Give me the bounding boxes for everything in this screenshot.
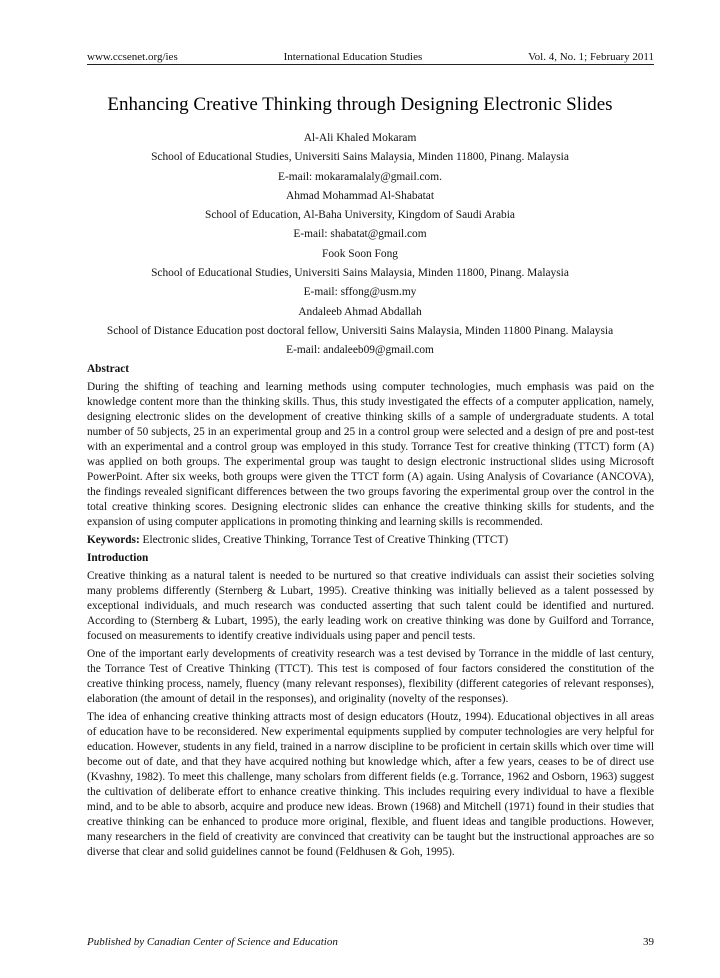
- author-email: E-mail: mokaramalaly@gmail.com.: [278, 170, 442, 183]
- author-email: E-mail: shabatat@gmail.com: [293, 228, 427, 241]
- abstract-text: During the shifting of teaching and learning methods using computer technologies, much emphasis was paid on the knowledge content more than the thinking skills. Thus, this study investigated the effects of a computer application, namely, designing electronic slides on the development of creative thinking skills of a sample of undergraduate students. A total number of 50 subjects, 25 in an experimental group and 25 in a control group were selected and a design of pre and post-test with an experimental and a control group was employed in this study. Torrance Test for creative thinking (TTCT) form (A) was applied on both groups. The experimental group was taught to design electronic instructional slides using Microsoft PowerPoint. After six weeks, both groups were given the TTCT form (A) again. Using Analysis of Covariance (ANCOVA), the findings revealed significant differences between the two groups favoring the experimental group over the control in the total creative thinking scores. Designing electronic slides can enhance the creative thinking skills for students, and the expansion of using computer applications in promoting thinking and learning skills is recommended.: [87, 381, 654, 528]
- author-name: Ahmad Mohammad Al-Shabatat: [285, 189, 435, 202]
- footer-publisher: Published by Canadian Center of Science and Education: [87, 936, 338, 948]
- paper-body: [87, 362, 654, 863]
- author-email: E-mail: andaleeb09@gmail.com: [286, 344, 434, 357]
- journal-name: International Education Studies: [283, 51, 423, 63]
- author-affiliation: School of Educational Studies, Universiti Sains Malaysia, Minden 11800, Pinang. Malaysia: [151, 267, 569, 280]
- keywords-line: [87, 533, 654, 548]
- keywords-text: Electronic slides, Creative Thinking, Torrance Test of Creative Thinking (TTCT): [142, 534, 509, 546]
- introduction-paragraph: One of the important early developments of creativity research was a test devised by Torrance in the middle of last century, the Torrance Test of Creative Thinking (TTCT). This test is composed of four factors considered the constitution of the creative thinking process, namely, fluency (many relevant responses), flexibility (different categories of relevant responses), elaboration (the amount of detail in the responses), and originality (novelty of the responses).: [87, 648, 654, 705]
- journal-website: www.ccsenet.org/ies: [87, 51, 178, 63]
- introduction-paragraph: Creative thinking as a natural talent is needed to be nurtured so that creative individuals can assist their societies solving many problems differently (Sternberg & Lubart, 1995). Creative thinking was initially believed as a talent possessed by exceptional individuals, and much research was conducted asserting that such talent could be identified and nurtured. According to (Sternberg & Lubart, 1995), the early leading work on creative thinking was done by Guilford and Torrance, focused on measurements to identify creative individuals using paper and pencil tests.: [87, 570, 654, 642]
- introduction-paragraph: The idea of enhancing creative thinking attracts most of design educators (Houtz, 1994). Educational objectives in all areas of education have to be reconsidered. New experimental equipments supplied by computer technologies are very helpful for education. However, students in any field, trained in a narrow discipline to be proficient in certain skills which over time will become out of date, and that they have acquired nothing but knowledge which, after a few years, ceases to be of direct use (Kvashny, 1982). To meet this challenge, many scholars from different fields (e.g. Torrance, 1962 and Osborn, 1963) suggest the cultivation of deliberate effort to enhance creative thinking. This includes requiring every individual to have a flexible mind, and to be able to absorb, acquire and produce new ideas. Brown (1968) and Mitchell (1971) found in their studies that creative thinking can be enhanced to produce more original, flexible, and fluent ideas and tangible productions. However, many researchers in the field of creativity are convinced that creativity can be taught but the instructional approaches are so diverse that clear and solid guidelines cannot be found (Feldhusen & Goh, 1995).: [87, 711, 654, 858]
- page-footer: [87, 936, 654, 952]
- author-name: Andaleeb Ahmad Abdallah: [298, 305, 422, 318]
- author-name: Fook Soon Fong: [322, 247, 398, 260]
- abstract-heading: Abstract: [87, 363, 130, 375]
- running-header: [87, 47, 654, 63]
- author-affiliation: School of Educational Studies, Universiti Sains Malaysia, Minden 11800, Pinang. Malaysia: [151, 151, 569, 164]
- page-number: 39: [643, 936, 654, 948]
- author-affiliation: School of Distance Education post doctoral fellow, Universiti Sains Malaysia, Minden 11800 Pinang. Malaysia: [106, 324, 614, 337]
- author-name: Al-Ali Khaled Mokaram: [303, 132, 417, 144]
- author-email: E-mail: sffong@usm.my: [303, 286, 417, 299]
- header-rule: [87, 64, 654, 65]
- author-affiliation: School of Education, Al-Baha University, Kingdom of Saudi Arabia: [205, 209, 515, 222]
- introduction-heading: Introduction: [87, 552, 149, 564]
- author-block: [60, 129, 660, 361]
- paper-title: Enhancing Creative Thinking through Designing Electronic Slides: [107, 94, 613, 115]
- journal-volume: Vol. 4, No. 1; February 2011: [528, 51, 654, 63]
- keywords-label: Keywords:: [87, 534, 140, 546]
